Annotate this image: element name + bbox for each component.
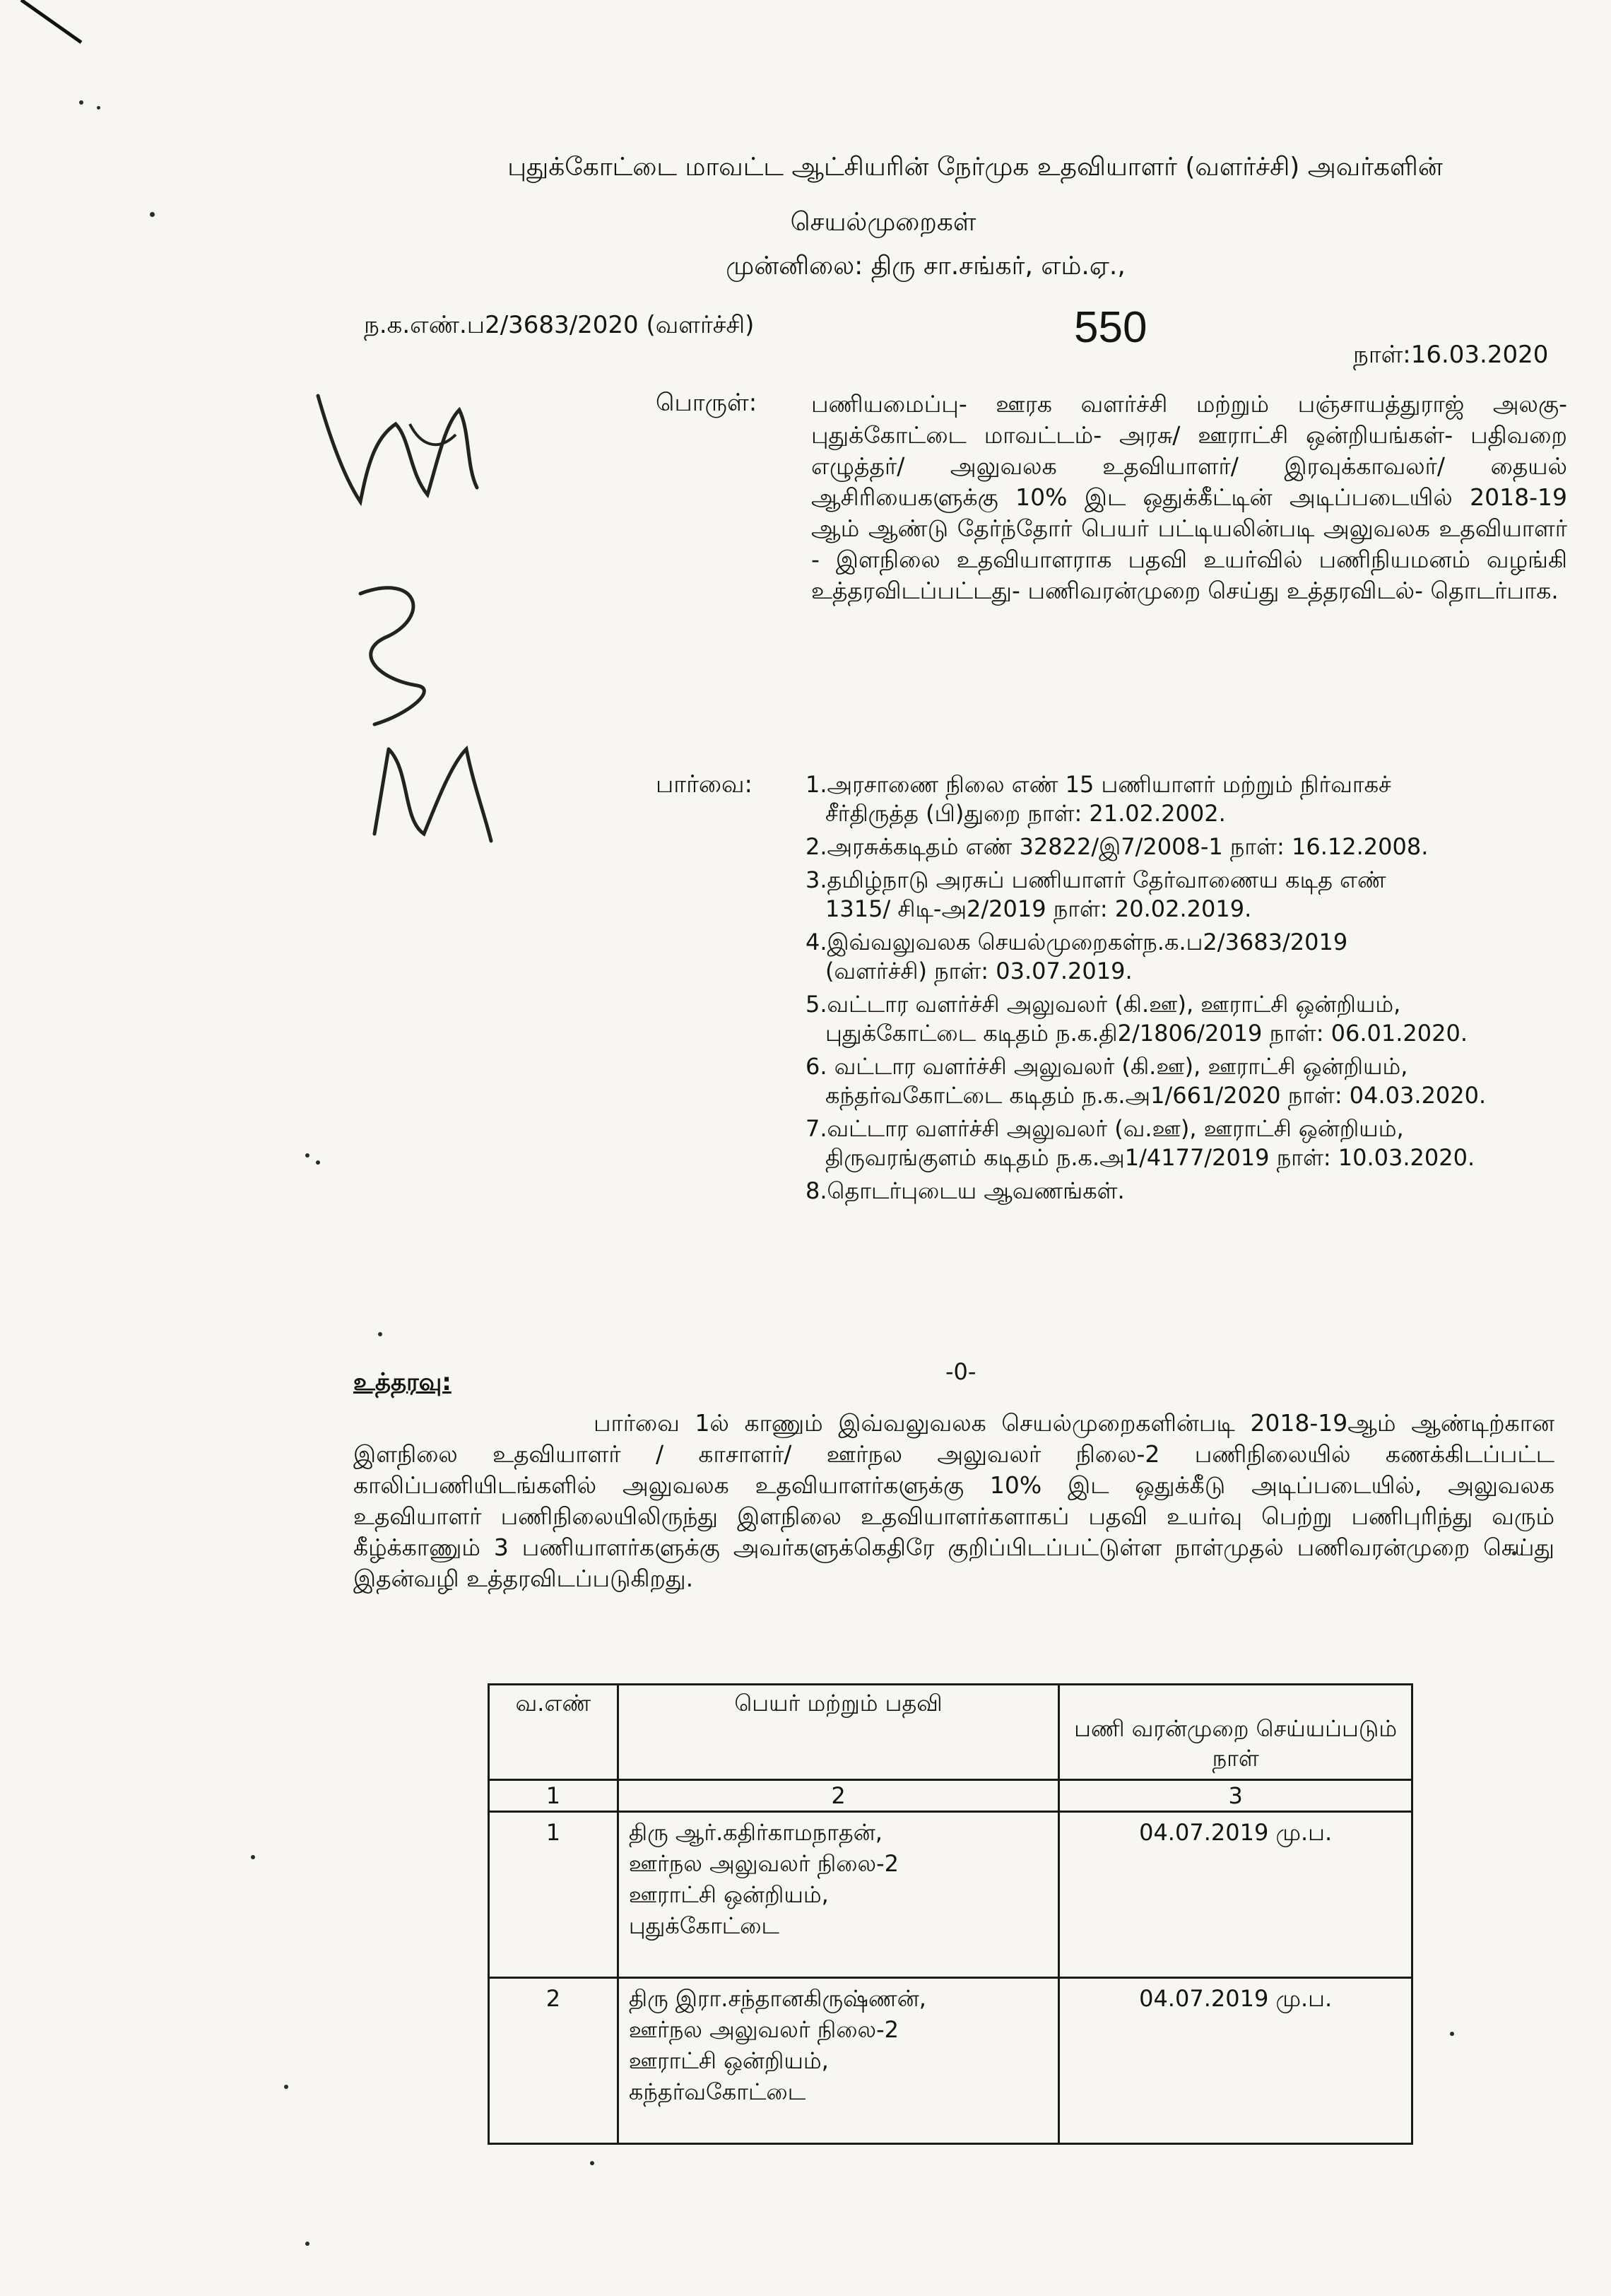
regularisation-date: 04.07.2019 மு.ப.: [1059, 1812, 1412, 1978]
reference-item-continuation: (வளர்ச்சி) நாள்: 03.07.2019.: [825, 958, 1133, 984]
document-number: 550: [1074, 303, 1147, 352]
order-body: பார்வை 1ல் காணும் இவ்வலுவலக செயல்முறைகளின்படி 2018-19ஆம் ஆண்டிற்கான இளநிலை உதவியாளர் / காசாளர்/ ஊர்நல அலுவலர் நிலை-2 பணிநிலையில் கணக்கிடப்பட்ட காலிப்பணியிடங்களில் அலுவலக உதவியாளர்களுக்கு 10% இட ஒதுக்கீடு அடிப்படையில், அலுவலக உதவியாளர் பணிநிலையிலிருந்து இளநிலை உதவியாளர்களாகப் பதவி உயர்வு பெற்று பணிபுரிந்து வரும் கீழ்க்காணும் 3 பணியாளர்களுக்கு அவர்களுக்கெதிரே குறிப்பிடப்பட்டுள்ள நாள்முதல் பணிவரன்முறை செய்து இதன்வழி உத்தரவிடப்படுகிறது.: [353, 1409, 1554, 1592]
employee-name: திரு இரா.சந்தானகிருஷ்ணன்,: [628, 1985, 926, 2012]
table-row: [489, 1978, 1412, 2144]
reference-item: [806, 990, 1569, 1048]
order-heading: உத்தரவு:: [353, 1368, 452, 1396]
reference-item: [806, 1114, 1569, 1172]
name-designation-cell: [618, 1812, 1058, 1978]
scan-edge-mark: [0, 0, 99, 64]
scan-speck: [79, 100, 83, 105]
employee-name: திரு ஆர்.கதிர்காமநாதன்,: [628, 1819, 883, 1846]
reference-item-text: 3.தமிழ்நாடு அரசுப் பணியாளர் தேர்வாணைய கடித எண்: [806, 866, 1386, 893]
reference-item: [806, 1052, 1569, 1110]
document-date: நாள்:16.03.2020: [1353, 341, 1549, 369]
reference-item-text: 4.இவ்வலுவலக செயல்முறைகள்ந.க.ப2/3683/2019: [806, 929, 1348, 955]
reference-item-continuation: கந்தர்வகோட்டை கடிதம் ந.க.அ1/661/2020 நாள்: 04.03.2020.: [825, 1082, 1487, 1109]
reference-number: ந.க.எண்.ப2/3683/2020 (வளர்ச்சி): [364, 311, 755, 339]
name-designation-cell: [618, 1978, 1058, 2144]
subject-text: பணியமைப்பு- ஊரக வளர்ச்சி மற்றும் பஞ்சாயத்துராஜ் அலகு- புதுக்கோட்டை மாவட்டம்- அரசு/ ஊராட்சி ஒன்றியங்கள்- பதிவறை எழுத்தர்/ அலுவலக உதவியாளர்/ இரவுக்காவலர்/ தையல் ஆசிரியைகளுக்கு 10% இட ஒதுக்கீட்டின் அடிப்படையில் 2018-19 ஆம் ஆண்டு தேர்ந்தோர் பெயர் பட்டியலின்படி அலுவலக உதவியாளர் - இளநிலை உதவியாளராக பதவி உயர்வில் பணிநியமனம் வழங்கி உத்தரவிடப்பட்டது- பணிவரன்முறை செய்து உத்தரவிடல்- தொடர்பாக.: [811, 390, 1567, 604]
employee-designation: ஊர்நல அலுவலர் நிலை-2: [628, 2016, 899, 2043]
section-end-mark: -0-: [945, 1358, 976, 1385]
reference-item-continuation: 1315/ சிடி-அ2/2019 நாள்: 20.02.2019.: [825, 895, 1252, 922]
reference-item-continuation: சீர்திருத்த (பி)துறை நாள்: 21.02.2002.: [825, 800, 1226, 827]
reference-item-text: 2.அரசுக்கடிதம் எண் 32822/இ7/2008-1 நாள்: 16.12.2008.: [806, 833, 1429, 860]
column-number: 1: [489, 1780, 618, 1812]
table-row: [489, 1812, 1412, 1978]
reference-item-continuation: புதுக்கோட்டை கடிதம் ந.க.தி2/1806/2019 நாள்: 06.01.2020.: [825, 1020, 1468, 1047]
reference-item-text: 7.வட்டார வளர்ச்சி அலுவலர் (வ.ஊ), ஊராட்சி ஒன்றியம்,: [806, 1115, 1404, 1142]
scan-speck: [251, 1855, 255, 1859]
header-name-designation: பெயர் மற்றும் பதவி: [618, 1685, 1058, 1780]
handwritten-initial: [332, 572, 473, 735]
scan-speck: [150, 212, 155, 217]
column-number: 3: [1059, 1780, 1412, 1812]
reference-item-text: 6. வட்டார வளர்ச்சி அலுவலர் (கி.ஊ), ஊராட்சி ஒன்றியம்,: [806, 1053, 1408, 1080]
presiding-officer: முன்னிலை: திரு சா.சங்கர், எம்.ஏ.,: [726, 252, 1126, 281]
employee-place: புதுக்கோட்டை: [628, 1912, 779, 1939]
reference-item-text: 8.தொடர்புடைய ஆவணங்கள்.: [806, 1177, 1125, 1204]
scan-speck: [1450, 2032, 1454, 2036]
scan-speck: [284, 2085, 288, 2089]
handwritten-signature: [304, 382, 488, 523]
subject-label: பொருள்:: [656, 389, 757, 417]
reference-item: [806, 1177, 1569, 1206]
table-header-row: [489, 1685, 1412, 1780]
handwritten-initial: [360, 735, 502, 855]
reference-item-text: 1.அரசாணை நிலை எண் 15 பணியாளர் மற்றும் நிர்வாகச்: [806, 771, 1391, 798]
header-serial: வ.எண்: [489, 1685, 618, 1780]
regularisation-date: 04.07.2019 மு.ப.: [1059, 1978, 1412, 2144]
proceedings-title: செயல்முறைகள்: [790, 208, 976, 237]
scan-speck: [305, 1153, 309, 1158]
reference-item: [806, 866, 1569, 924]
employee-office: ஊராட்சி ஒன்றியம்,: [628, 2047, 829, 2074]
column-number: 2: [618, 1780, 1058, 1812]
reference-item: [806, 832, 1569, 861]
reference-item: [806, 770, 1569, 828]
office-title: புதுக்கோட்டை மாவட்ட ஆட்சியரின் நேர்முக உதவியாளர் (வளர்ச்சி) அவர்களின்: [507, 153, 1443, 182]
scan-speck: [316, 1160, 320, 1165]
scan-speck: [590, 2161, 594, 2165]
reference-item-text: 5.வட்டார வளர்ச்சி அலுவலர் (கி.ஊ), ஊராட்சி ஒன்றியம்,: [806, 991, 1401, 1018]
serial-number: 2: [489, 1978, 618, 2144]
table-column-number-row: [489, 1780, 1412, 1812]
serial-number: 1: [489, 1812, 618, 1978]
employee-place: கந்தர்வகோட்டை: [628, 2078, 806, 2105]
references-list: [806, 770, 1569, 1210]
employee-office: ஊராட்சி ஒன்றியம்,: [628, 1881, 829, 1908]
scan-speck: [305, 2242, 309, 2246]
header-regularisation-date: பணி வரன்முறை செய்யப்படும் நாள்: [1059, 1685, 1412, 1780]
employee-designation: ஊர்நல அலுவலர் நிலை-2: [628, 1850, 899, 1877]
reference-item: [806, 928, 1569, 986]
scan-speck: [97, 106, 100, 110]
scan-speck: [378, 1332, 382, 1336]
reference-item-continuation: திருவரங்குளம் கடிதம் ந.க.அ1/4177/2019 நாள்: 10.03.2020.: [825, 1144, 1475, 1171]
regularisation-table: [488, 1683, 1413, 2145]
references-label: பார்வை:: [656, 770, 753, 799]
